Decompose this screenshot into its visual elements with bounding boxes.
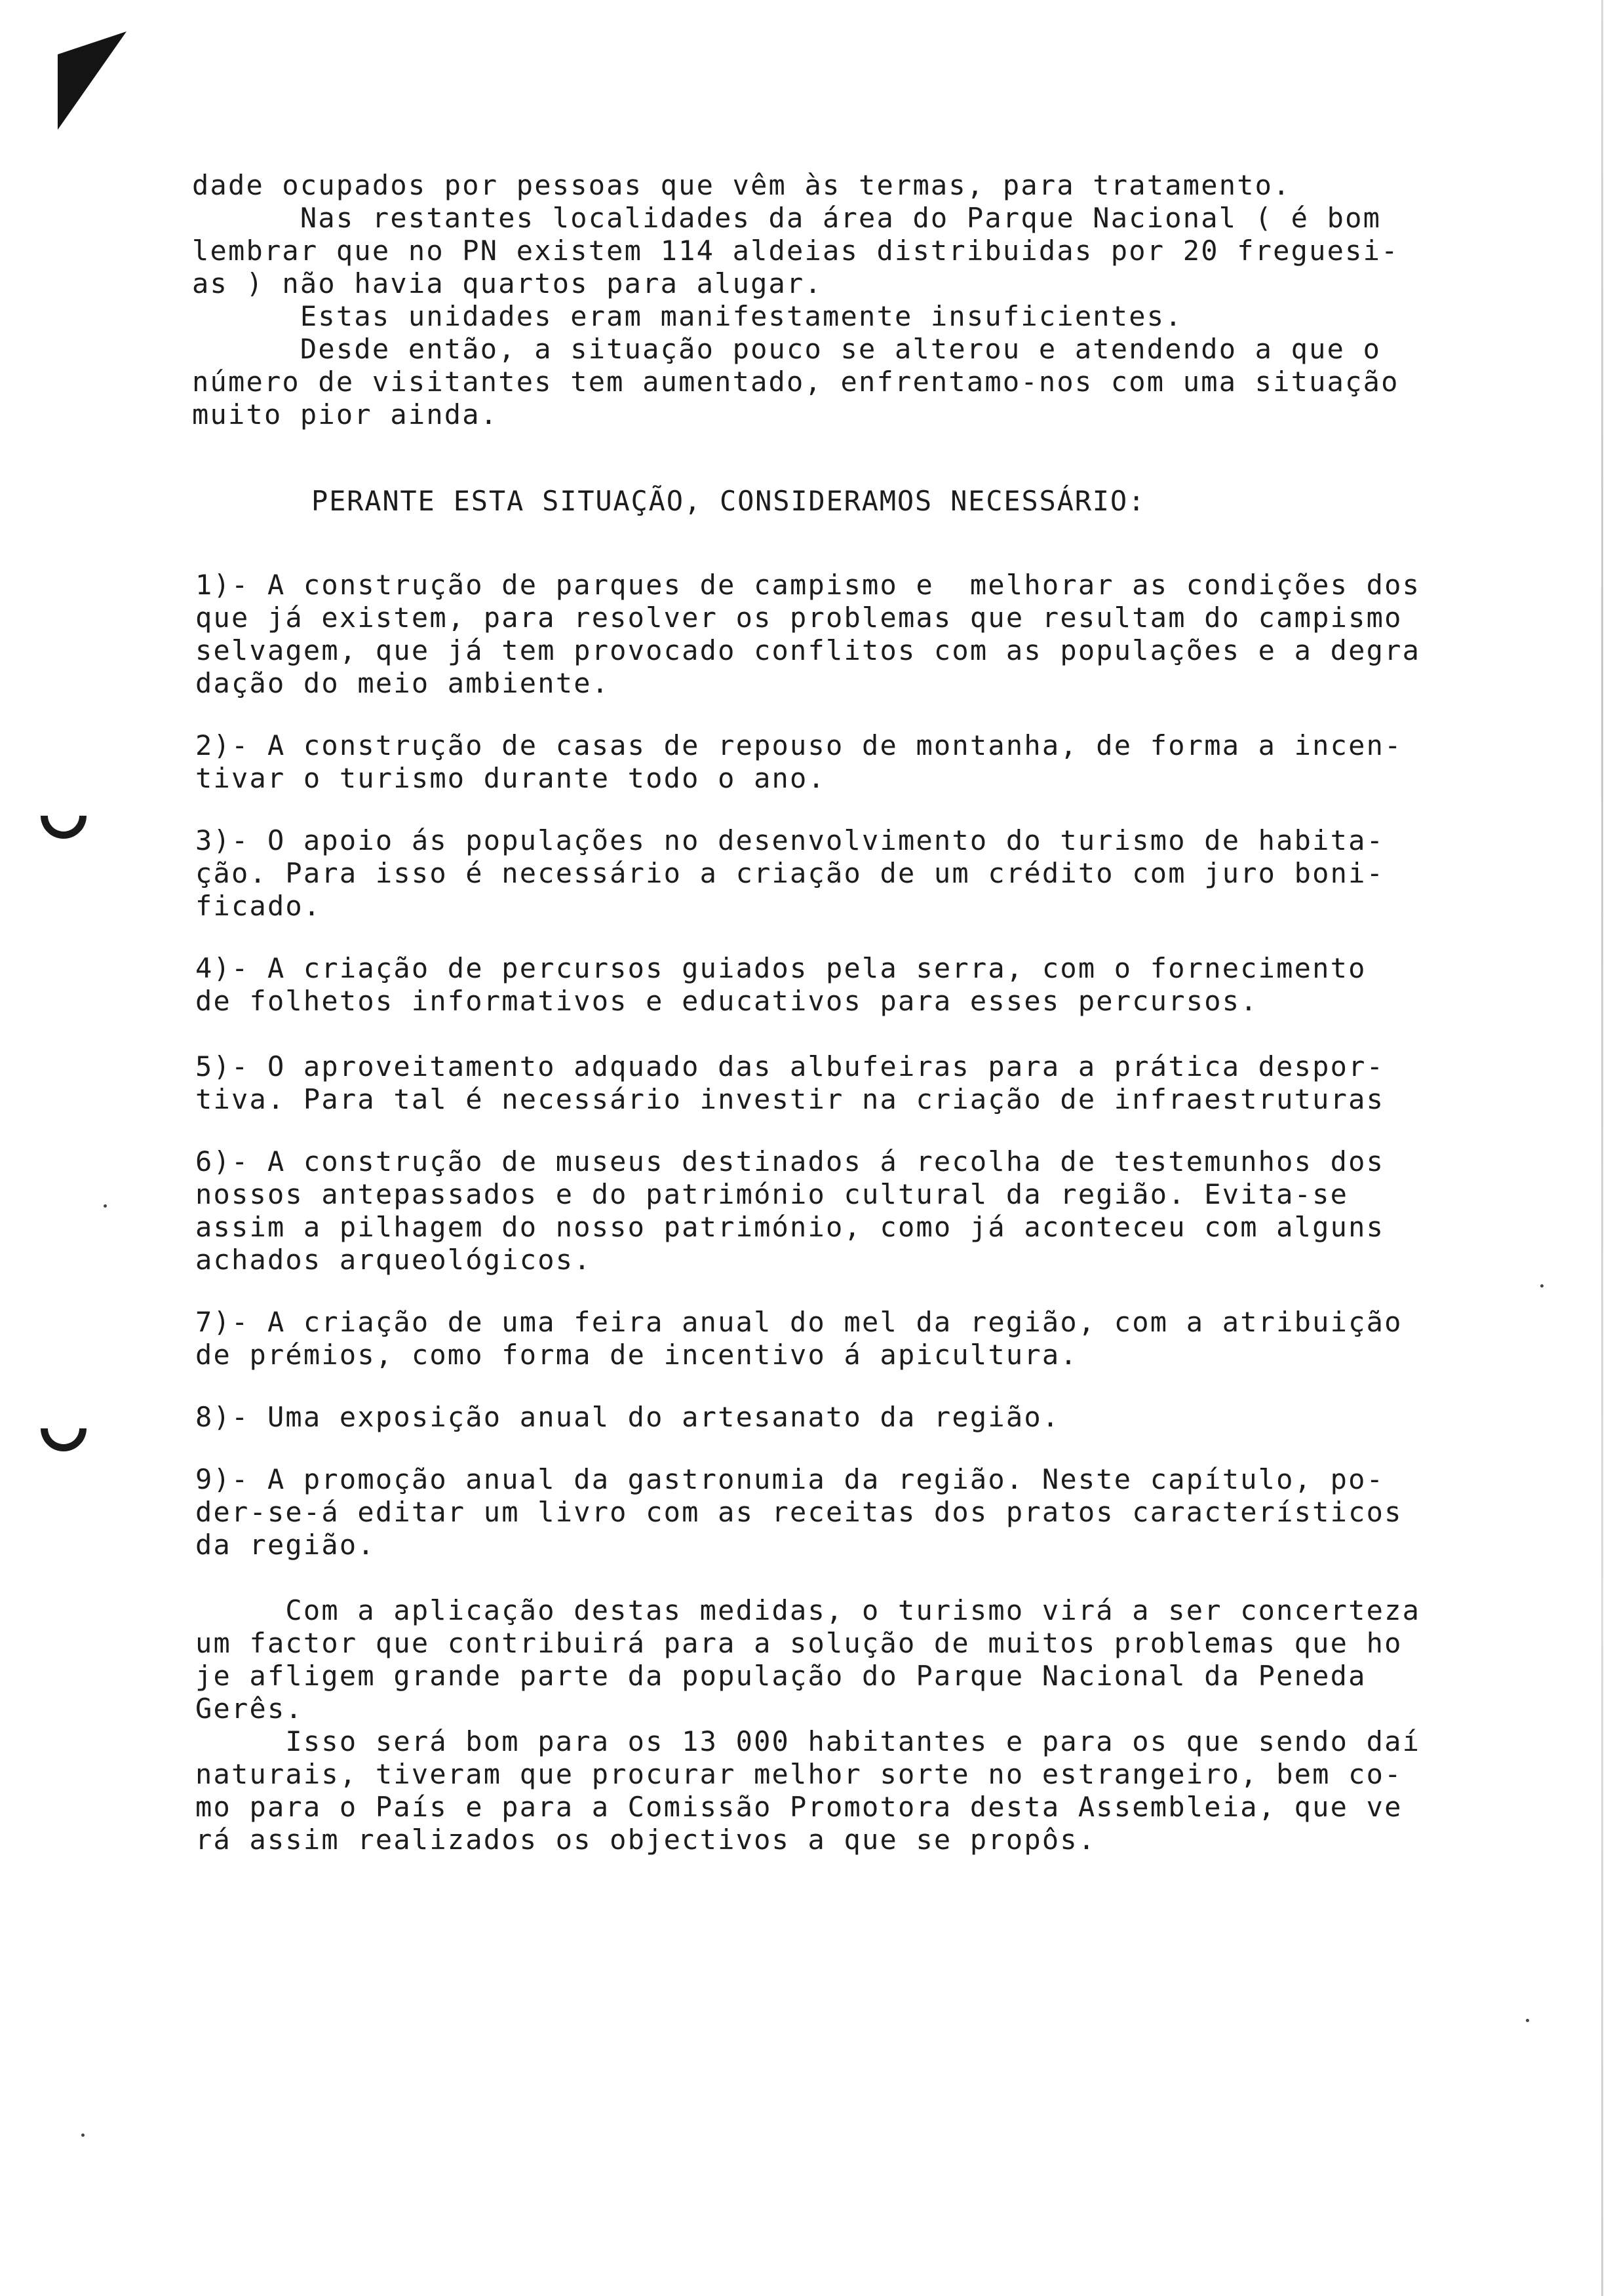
list-item-3-line: ção. Para isso é necessário a criação de um crédito com juro boni- xyxy=(195,857,1385,889)
scan-speck xyxy=(104,1204,107,1208)
punch-hole-upper xyxy=(31,784,96,849)
list-item-6-line: nossos antepassados e do património cultural da região. Evita-se xyxy=(195,1178,1349,1210)
intro-line: Nas restantes localidades da área do Parque Nacional ( é bom xyxy=(192,202,1382,234)
intro-line: Estas unidades eram manifestamente insuficientes. xyxy=(192,300,1183,332)
list-item-1-line: que já existem, para resolver os problemas que resultam do campismo xyxy=(195,602,1403,634)
intro-line: Desde então, a situação pouco se alterou e atendendo a que o xyxy=(192,333,1382,365)
list-item-9-line: der-se-á editar um livro com as receitas dos pratos característicos xyxy=(195,1496,1403,1528)
scan-speck xyxy=(81,2133,85,2137)
list-item-9-line: da região. xyxy=(195,1529,376,1561)
section-heading: PERANTE ESTA SITUAÇÃO, CONSIDERAMOS NECESSÁRIO: xyxy=(311,485,1146,517)
list-item-1-line: dação do meio ambiente. xyxy=(195,667,610,699)
list-item-7-line: 7)- A criação de uma feira anual do mel da região, com a atribuição xyxy=(195,1306,1403,1338)
list-item-4-line: de folhetos informativos e educativos para esses percursos. xyxy=(195,985,1258,1017)
punch-hole-lower xyxy=(31,1396,96,1461)
intro-line: dade ocupados por pessoas que vêm às termas, para tratamento. xyxy=(192,169,1291,201)
conclusion-line: naturais, tiveram que procurar melhor sorte no estrangeiro, bem co- xyxy=(195,1758,1403,1790)
intro-line: número de visitantes tem aumentado, enfrentamo-nos com uma situação xyxy=(192,366,1399,398)
list-item-7-line: de prémios, como forma de incentivo á apicultura. xyxy=(195,1339,1078,1371)
list-item-1-line: selvagem, que já tem provocado conflitos com as populações e a degra xyxy=(195,634,1421,666)
conclusion-line: rá assim realizados os objectivos a que se propôs. xyxy=(195,1824,1097,1856)
conclusion-line: Com a aplicação destas medidas, o turismo virá a ser concerteza xyxy=(195,1594,1421,1626)
list-item-2-line: tivar o turismo durante todo o ano. xyxy=(195,762,827,794)
list-item-4-line: 4)- A criação de percursos guiados pela serra, com o fornecimento xyxy=(195,952,1367,984)
conclusion-line: Isso será bom para os 13 000 habitantes e para os que sendo daí xyxy=(195,1725,1421,1757)
conclusion-line: je afligem grande parte da população do Parque Nacional da Peneda xyxy=(195,1660,1367,1692)
intro-line: muito pior ainda. xyxy=(192,398,499,430)
list-item-9-line: 9)- A promoção anual da gastronumia da região. Neste capítulo, po- xyxy=(195,1463,1385,1495)
list-item-6-line: achados arqueológicos. xyxy=(195,1244,592,1276)
intro-line: lembrar que no PN existem 114 aldeias distribuidas por 20 freguesi- xyxy=(192,235,1399,267)
list-item-6-line: assim a pilhagem do nosso património, como já aconteceu com alguns xyxy=(195,1211,1385,1243)
conclusion-line: Gerês. xyxy=(195,1693,303,1725)
list-item-3-line: 3)- O apoio ás populações no desenvolvimento do turismo de habita- xyxy=(195,824,1385,856)
scan-edge xyxy=(1601,0,1603,2296)
conclusion-line: um factor que contribuirá para a solução de muitos problemas que ho xyxy=(195,1627,1403,1659)
list-item-8-line: 8)- Uma exposição anual do artesanato da região. xyxy=(195,1401,1060,1433)
scan-speck xyxy=(1526,2019,1529,2022)
list-item-1-line: 1)- A construção de parques de campismo e melhorar as condições dos xyxy=(195,569,1421,601)
intro-line: as ) não havia quartos para alugar. xyxy=(192,267,823,299)
list-item-3-line: ficado. xyxy=(195,890,322,922)
list-item-6-line: 6)- A construção de museus destinados á recolha de testemunhos dos xyxy=(195,1145,1385,1177)
corner-mark xyxy=(58,31,130,130)
conclusion-line: mo para o País e para a Comissão Promotora desta Assembleia, que ve xyxy=(195,1791,1403,1823)
list-item-5-line: 5)- O aproveitamento adquado das albufeiras para a prática despor- xyxy=(195,1050,1385,1082)
list-item-2-line: 2)- A construção de casas de repouso de montanha, de forma a incen- xyxy=(195,729,1403,761)
scan-speck xyxy=(1540,1284,1544,1288)
list-item-5-line: tiva. Para tal é necessário investir na criação de infraestruturas xyxy=(195,1083,1385,1115)
